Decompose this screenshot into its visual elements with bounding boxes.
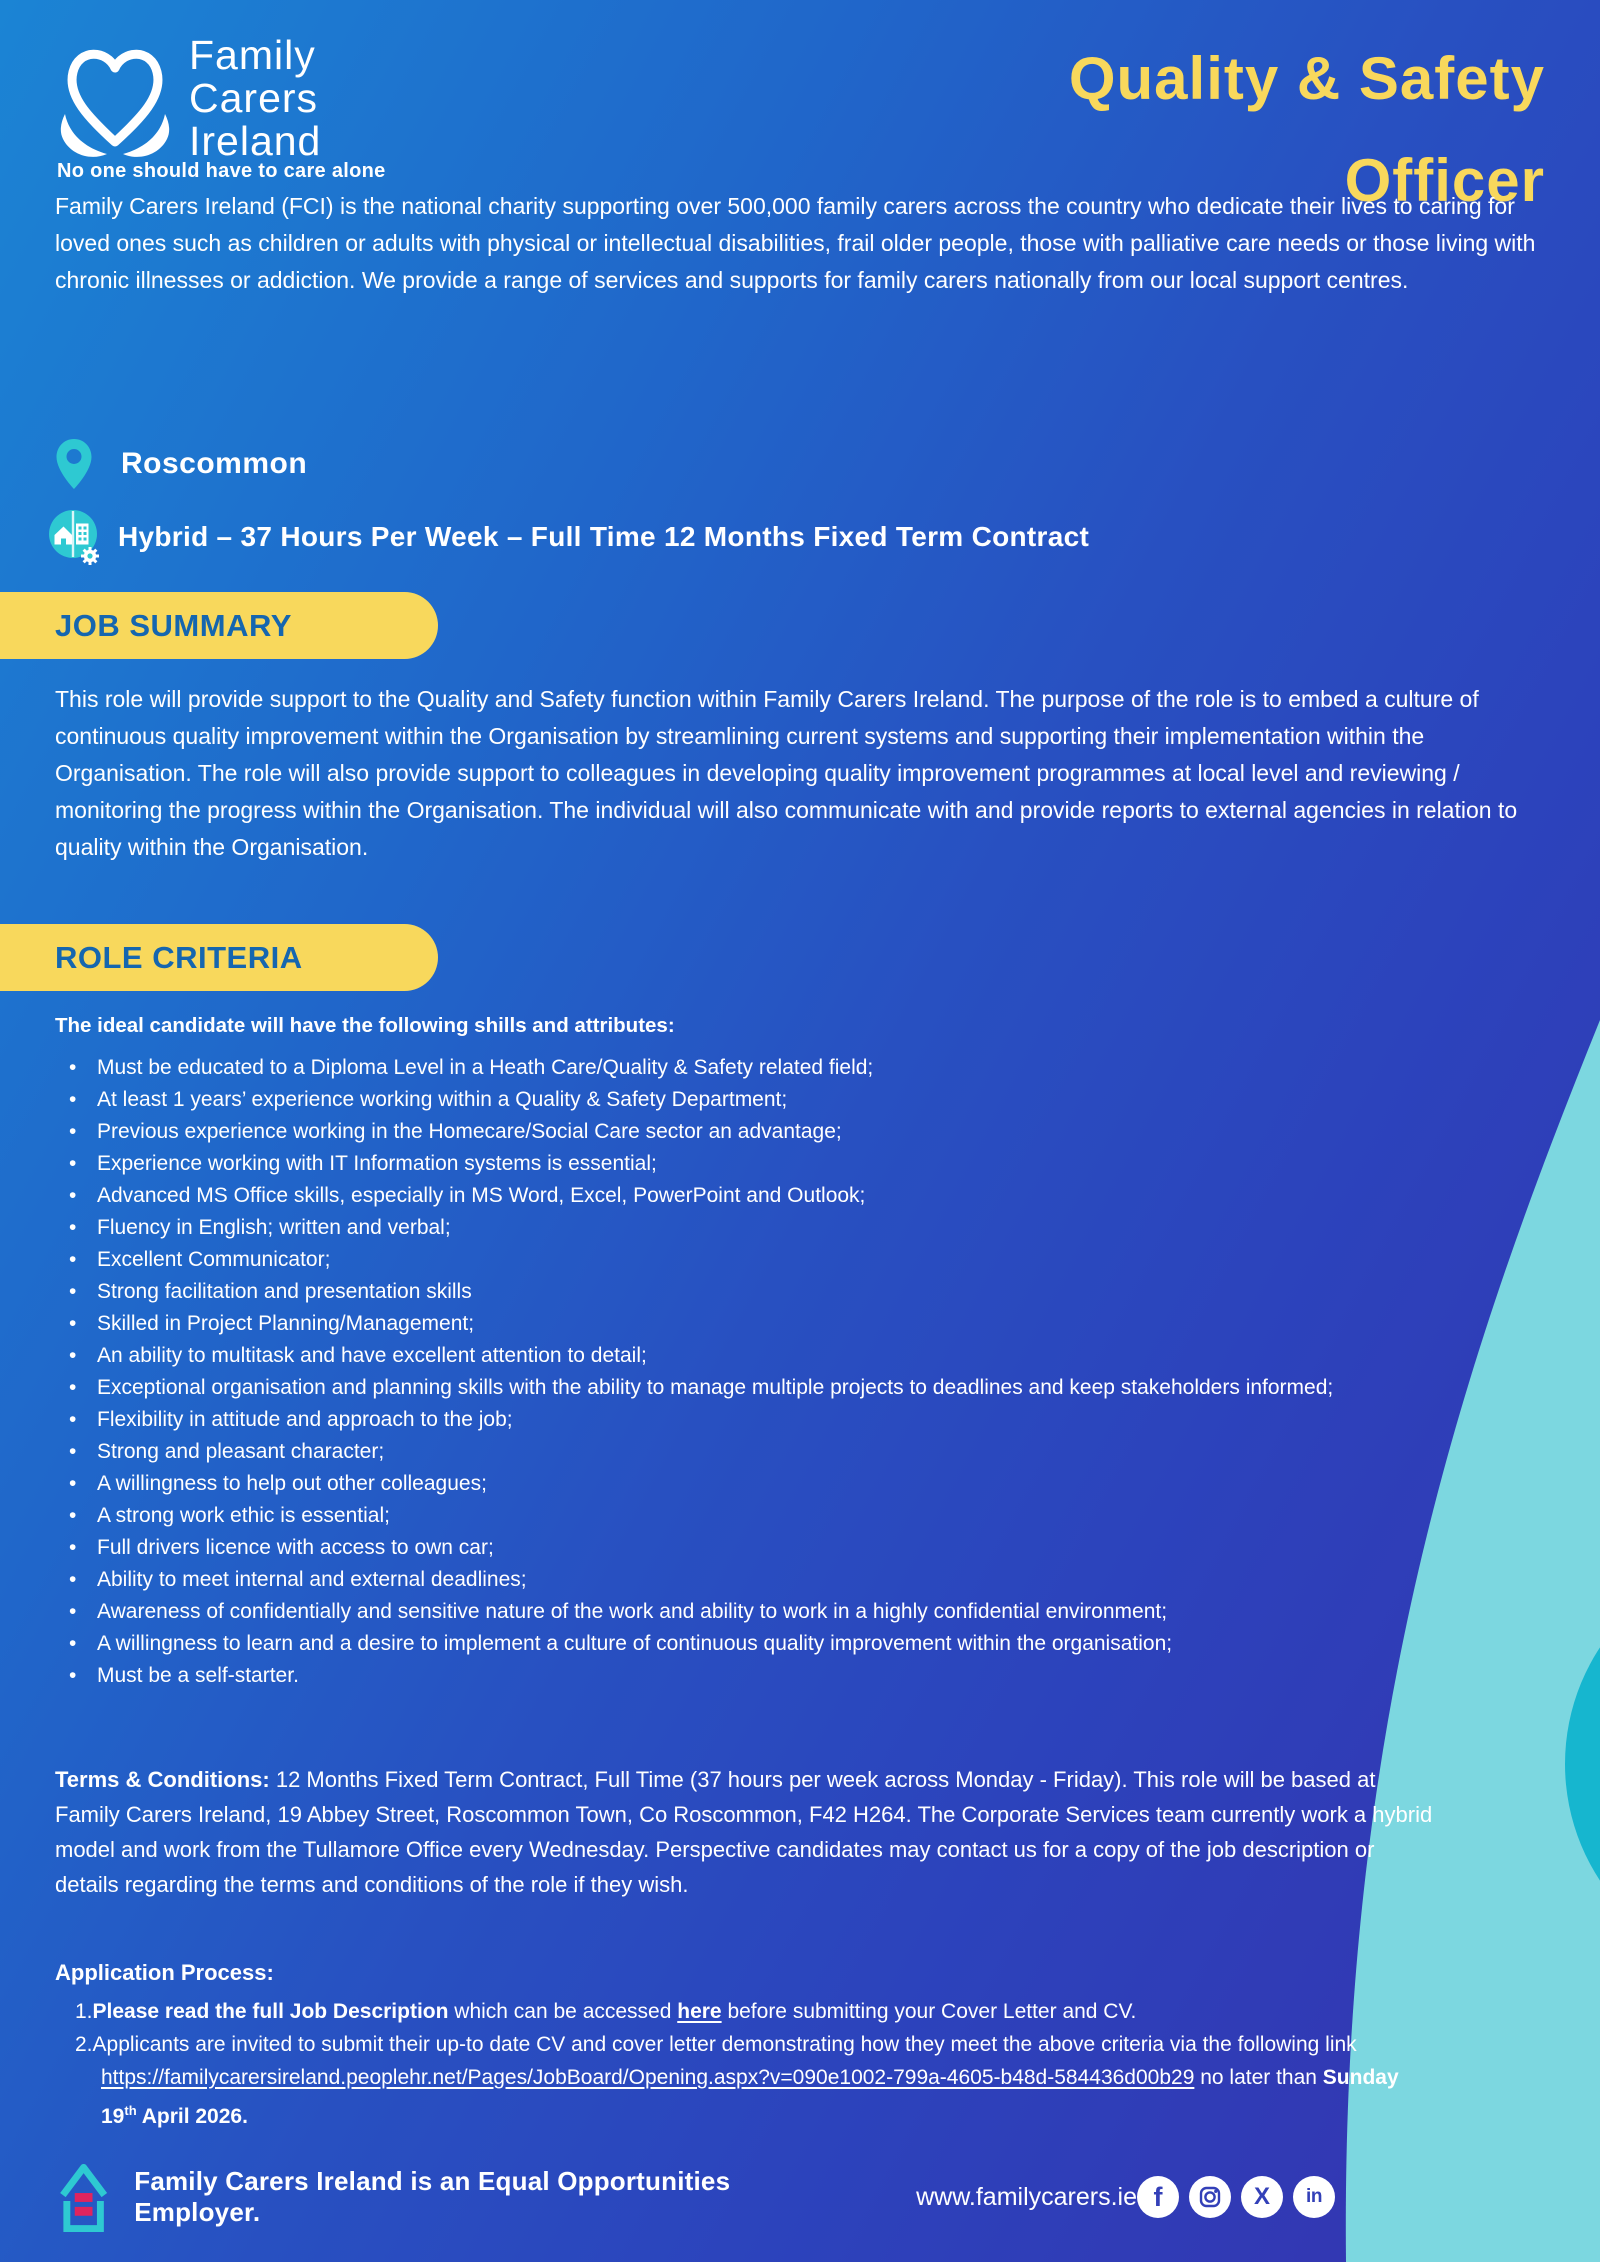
bullet-icon: • xyxy=(69,1344,77,1367)
deadline-day: Sunday 19 xyxy=(101,2066,1399,2128)
intro-paragraph: Family Carers Ireland (FCI) is the national charity supporting over 500,000 family carers across the country who dedicate their lives to caring for loved ones such as children or adults with physical or intellectual disabilities, frail older people, those with palliative care needs or those living with chronic illnesses or addiction. We provide a range of services and supports for family carers nationally from our local support centres. xyxy=(55,193,1536,293)
page-title-line2: Officer xyxy=(1344,147,1545,214)
criteria-item: • Excellent Communicator; xyxy=(55,1244,1460,1276)
logo-line3: Ireland xyxy=(189,118,322,164)
logo-line1: Family xyxy=(189,32,316,78)
logo-line2: Carers xyxy=(189,75,319,121)
criteria-item: • Must be educated to a Diploma Level in a Heath Care/Quality & Safety related field; xyxy=(55,1052,1460,1084)
role-criteria-banner xyxy=(0,924,438,991)
job-description-link[interactable]: here xyxy=(677,2000,722,2023)
location-value: Roscommon xyxy=(121,447,308,480)
heart-hands-icon xyxy=(55,34,175,164)
bullet-icon: • xyxy=(69,1216,77,1239)
terms-label: Terms & Conditions: xyxy=(55,1767,270,1792)
bullet-icon: • xyxy=(69,1504,77,1527)
criteria-item: • Skilled in Project Planning/Management; xyxy=(55,1308,1460,1340)
criteria-item: • Full drivers licence with access to own car; xyxy=(55,1532,1460,1564)
bullet-icon: • xyxy=(69,1248,77,1271)
bullet-icon: • xyxy=(69,1408,77,1431)
step1-mid-text: which can be accessed xyxy=(448,2000,678,2023)
criteria-item: • Awareness of confidentially and sensitive nature of the work and ability to work in a highly confidential environment; xyxy=(55,1596,1460,1628)
application-step-2 xyxy=(75,2028,1435,2133)
facebook-icon[interactable]: f xyxy=(1137,2176,1179,2218)
criteria-item: • A strong work ethic is essential; xyxy=(55,1500,1460,1532)
criteria-item: • Advanced MS Office skills, especially in MS Word, Excel, PowerPoint and Outlook; xyxy=(55,1180,1460,1212)
logo-wordmark xyxy=(189,34,321,163)
location-row xyxy=(55,438,307,490)
criteria-item: • A willingness to learn and a desire to implement a culture of continuous quality improvement within the organisation; xyxy=(55,1628,1460,1660)
job-summary-banner xyxy=(0,592,438,659)
bullet-icon: • xyxy=(69,1184,77,1207)
criteria-item: • Experience working with IT Information systems is essential; xyxy=(55,1148,1460,1180)
criteria-item: • Must be a self-starter. xyxy=(55,1660,1460,1692)
instagram-icon[interactable] xyxy=(1189,2176,1231,2218)
application-process xyxy=(55,1956,1435,2133)
gear-icon xyxy=(81,547,99,565)
work-pattern-value: Hybrid – 37 Hours Per Week – Full Time 12 Months Fixed Term Contract xyxy=(118,521,1090,552)
criteria-item: • A willingness to help out other colleagues; xyxy=(55,1468,1460,1500)
location-pin-icon xyxy=(55,438,93,490)
bullet-icon: • xyxy=(69,1280,77,1303)
criteria-item: • Flexibility in attitude and approach to the job; xyxy=(55,1404,1460,1436)
terms-paragraph xyxy=(55,1762,1435,1902)
role-criteria-intro: The ideal candidate will have the following shills and attributes: xyxy=(55,1014,675,1037)
terms-body: 12 Months Fixed Term Contract, Full Time (37 hours per week across Monday - Friday). This role will be based at Family Carers Ireland, 19 Abbey Street, Roscommon Town, Co Roscommon, F42 H264. The Corporate Services team currently work a hybrid model and work from the Tullamore Office every Wednesday. Perspective candidates may contact us for a copy of the job description or details regarding the terms and conditions of the role if they wish. xyxy=(55,1767,1433,1897)
job-summary-body: This role will provide support to the Quality and Safety function within Family Carers Ireland. The purpose of the role is to embed a culture of continuous quality improvement within the Organisation by streamlining current systems and supporting their implementation within the Organisation. The role will also provide support to colleagues in developing quality improvement programmes at local level and reviewing / monitoring the progress within the Organisation. The individual will also communicate with and provide reports to external agencies in relation to quality within the Organisation. xyxy=(55,686,1518,860)
step2-before-text: Applicants are invited to submit their up-to date CV and cover letter demonstrating how they meet the above criteria via the following link xyxy=(92,2033,1357,2056)
job-summary-heading: JOB SUMMARY xyxy=(55,607,292,643)
step2-number: 2. xyxy=(75,2033,93,2056)
bullet-icon: • xyxy=(69,1056,77,1079)
criteria-item: • Strong facilitation and presentation skills xyxy=(55,1276,1460,1308)
footer xyxy=(55,2152,1335,2242)
bullet-icon: • xyxy=(69,1664,77,1687)
criteria-item: • Exceptional organisation and planning skills with the ability to manage multiple projects to deadlines and keep stakeholders informed; xyxy=(55,1372,1460,1404)
step1-after-text: before submitting your Cover Letter and CV. xyxy=(721,2000,1137,2023)
logo xyxy=(55,34,321,164)
deadline-ordinal: th xyxy=(124,2103,137,2118)
x-twitter-icon[interactable]: X xyxy=(1241,2176,1283,2218)
page-title-line1: Quality & Safety xyxy=(1068,45,1545,112)
bullet-icon: • xyxy=(69,1088,77,1111)
bullet-icon: • xyxy=(69,1600,77,1623)
bullet-icon: • xyxy=(69,1568,77,1591)
bullet-icon: • xyxy=(69,1440,77,1463)
application-step-1 xyxy=(75,1995,1435,2028)
deadline-rest: April 2026. xyxy=(136,2105,248,2128)
criteria-item: • An ability to multitask and have excellent attention to detail; xyxy=(55,1340,1460,1372)
linkedin-icon[interactable]: in xyxy=(1293,2176,1335,2218)
bullet-icon: • xyxy=(69,1536,77,1559)
bullet-icon: • xyxy=(69,1632,77,1655)
bullet-icon: • xyxy=(69,1152,77,1175)
step1-bold-text: Please read the full Job Description xyxy=(92,2000,449,2023)
criteria-item: • Strong and pleasant character; xyxy=(55,1436,1460,1468)
equal-opportunities-statement: Family Carers Ireland is an Equal Opportunities Employer. xyxy=(134,2166,731,2227)
website-link[interactable]: www.familycarers.ie xyxy=(916,2182,1137,2211)
bullet-icon: • xyxy=(69,1312,77,1335)
criteria-item: • At least 1 years’ experience working within a Quality & Safety Department; xyxy=(55,1084,1460,1116)
application-heading: Application Process: xyxy=(55,1960,274,1985)
step1-number: 1. xyxy=(75,2000,93,2023)
job-board-link[interactable]: https://familycarersireland.peoplehr.net/Pages/JobBoard/Opening.aspx?v=090e1002-799a-4605-b48d-584436d00b29 xyxy=(101,2066,1195,2089)
step2-mid-text: no later than xyxy=(1194,2066,1323,2089)
role-criteria-list xyxy=(55,1052,1460,1692)
logo-tagline: No one should have to care alone xyxy=(57,160,386,182)
equality-house-icon xyxy=(55,2157,112,2237)
bullet-icon: • xyxy=(69,1376,77,1399)
criteria-item: • Fluency in English; written and verbal; xyxy=(55,1212,1460,1244)
bullet-icon: • xyxy=(69,1472,77,1495)
social-icons xyxy=(1137,2176,1335,2218)
hybrid-work-icon xyxy=(48,508,102,566)
bullet-icon: • xyxy=(69,1120,77,1143)
criteria-item: • Previous experience working in the Homecare/Social Care sector an advantage; xyxy=(55,1116,1460,1148)
criteria-item: • Ability to meet internal and external deadlines; xyxy=(55,1564,1460,1596)
work-pattern-row xyxy=(48,508,1089,566)
role-criteria-heading: ROLE CRITERIA xyxy=(55,939,303,975)
